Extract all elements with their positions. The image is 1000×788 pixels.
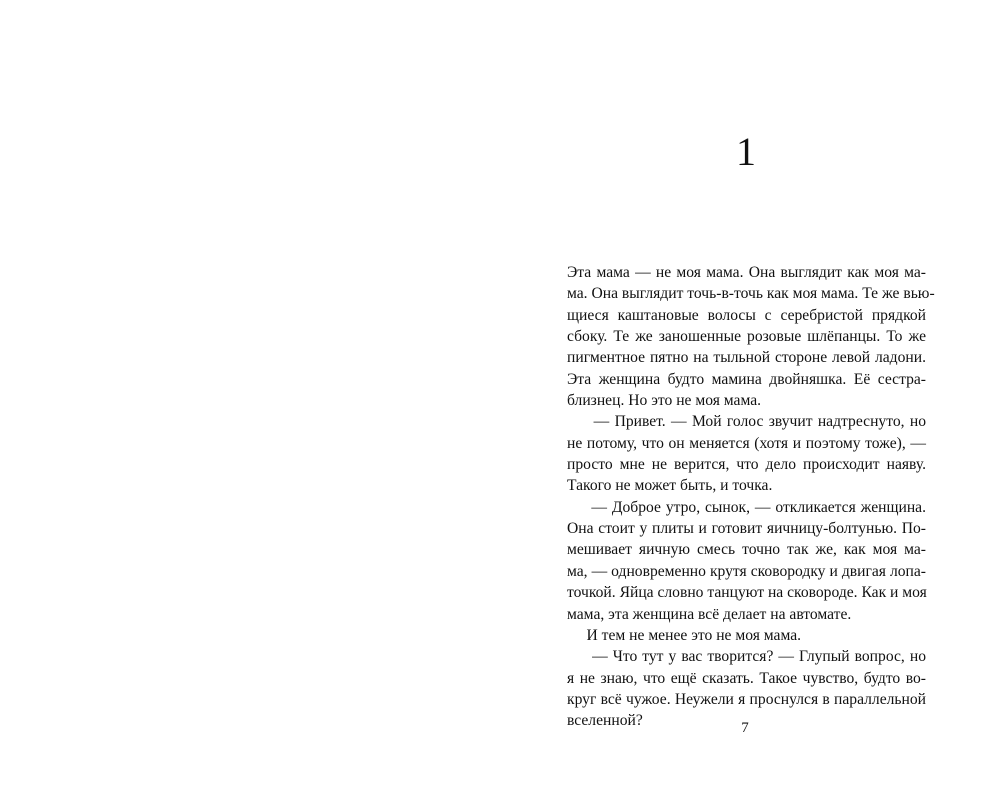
text-line: Эта мама — не моя мама. Она выглядит как моя ма- [567,264,926,281]
text-line: щиеся каштановые волосы с серебристой прядкой [567,306,926,324]
text-line: ма. Она выглядит точь-в-точь как моя мама. Те же вью- [567,285,935,303]
text-line: И тем не менее это не моя мама. [567,626,802,644]
text-line: сбоку. Те же заношенные розовые шлёпанцы. То же [567,328,926,346]
text-line: точкой. Яйца словно танцуют на сковороде. Как и моя [567,584,927,602]
text-line: не потому, что он меняется (хотя и поэтому тоже), — [567,434,926,452]
text-line: — Привет. — Мой голос звучит надтреснуто, но [567,413,926,431]
text-line: круг всё чужое. Неужели я проснулся в параллельной [567,690,926,708]
text-line: — Доброе утро, сынок, — откликается женщина. [567,498,926,516]
text-line: мама, эта женщина всё делает на автомате. [567,605,852,623]
text-line: близнец. Но это не моя мама. [567,392,762,410]
text-line: Такого не может быть, и точка. [567,477,773,495]
text-line: ма, — одновременно крутя сковородку и двигая лопа- [567,562,926,580]
text-line: просто мне не верится, что дело происходит наяву. [567,456,926,474]
text-line: пигментное пятно на тыльной стороне левой ладони. [567,349,926,367]
text-line: мешивает яичную смесь точно так же, как моя ма- [567,541,926,559]
text-line: Она стоит у плиты и готовит яичницу-болтунью. По- [567,520,926,538]
page-number: 7 [741,720,749,736]
chapter-body-text [567,262,935,732]
text-line: Эта женщина будто мамина двойняшка. Её сестра- [567,370,926,388]
chapter-number: 1 [736,129,756,174]
text-line: вселенной? [567,712,643,730]
text-line: — Что тут у вас творится? — Глупый вопрос, но [567,648,926,666]
text-line: я не знаю, что ещё сказать. Такое чувство, будто во- [567,669,926,687]
